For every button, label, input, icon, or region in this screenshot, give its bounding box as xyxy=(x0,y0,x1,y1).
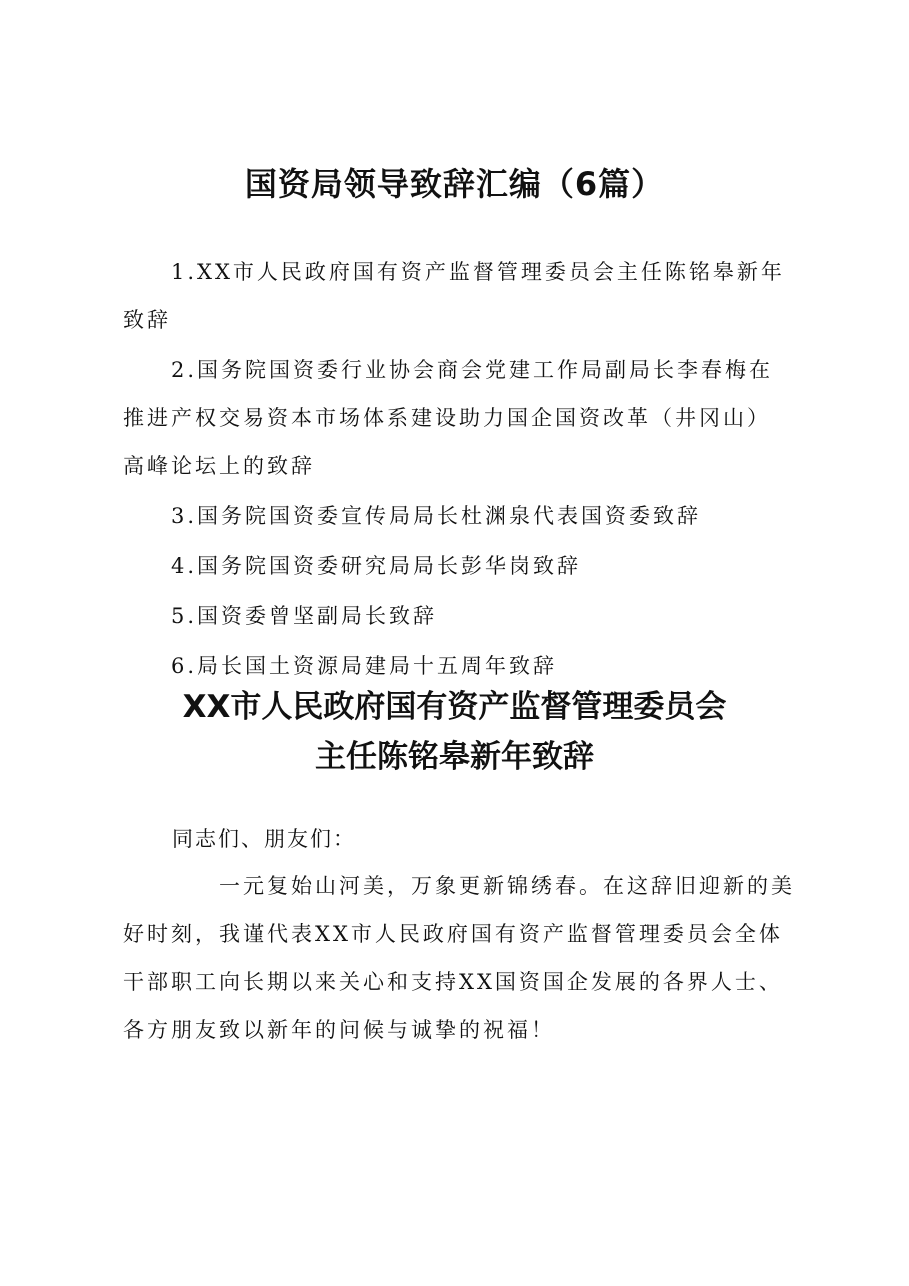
article-title xyxy=(0,682,909,782)
toc-item-3: 3.国务院国资委宣传局局长杜渊泉代表国资委致辞 xyxy=(171,504,702,528)
document-title: 国资局领导致辞汇编（6篇） xyxy=(244,165,665,203)
article-title-line-2: 主任陈铭皋新年致辞 xyxy=(315,739,594,775)
table-of-contents xyxy=(123,248,793,692)
toc-item-1: 1.XX市人民政府国有资产监督管理委员会主任陈铭皋新年致辞 xyxy=(123,260,785,332)
toc-item-4: 4.国务院国资委研究局局长彭华岗致辞 xyxy=(171,554,582,578)
article-title-line-1: XX市人民政府国有资产监督管理委员会 xyxy=(182,689,727,725)
salutation: 同志们、朋友们： xyxy=(172,827,356,851)
body-paragraph: 一元复始山河美，万象更新锦绣春。在这辞旧迎新的美好时刻，我谨代表XX市人民政府国有资产监督管理委员会全体干部职工向长期以来关心和支持XX国资国企发展的各界人士、各方朋友致以新年的问候与诚挚的祝福！ xyxy=(123,874,795,1042)
toc-item-5: 5.国资委曾坚副局长致辞 xyxy=(171,604,438,628)
toc-item-6: 6.局长国土资源局建局十五周年致辞 xyxy=(171,654,558,678)
toc-item-2: 2.国务院国资委行业协会商会党建工作局副局长李春梅在推进产权交易资本市场体系建设助力国企国资改革（井冈山）高峰论坛上的致辞 xyxy=(123,358,774,478)
